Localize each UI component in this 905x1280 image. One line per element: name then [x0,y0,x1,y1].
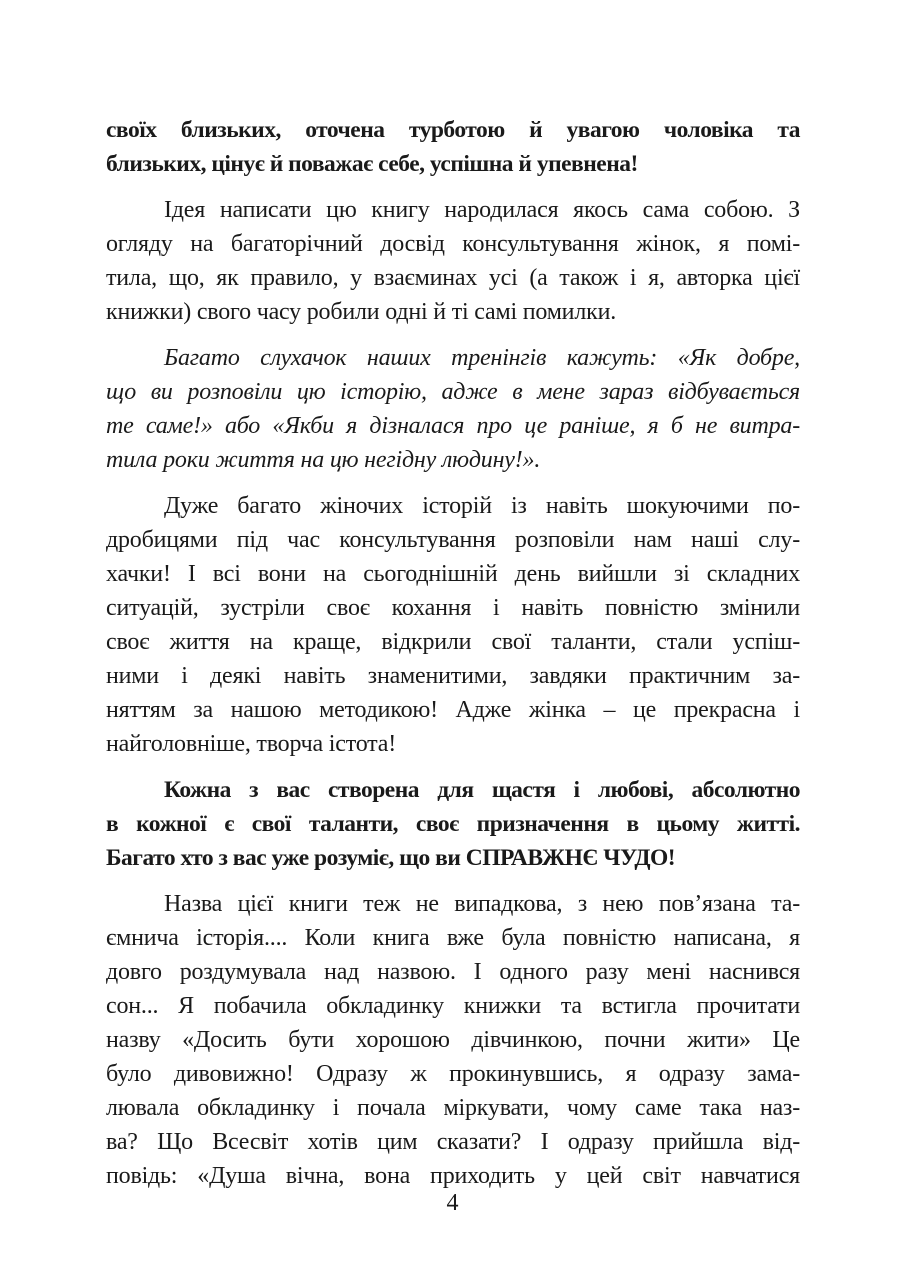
bold-paragraph [106,773,800,875]
page-number: 4 [446,1190,459,1216]
text-line: найголовніше, творча істота! [106,731,397,757]
text-line: Ідея написати цю книгу народилася якось сама собою. З [164,197,800,223]
paragraph [106,489,800,761]
text-line: що ви розповіли цю історію, адже в мене зараз відбувається [106,379,800,405]
text-line: Кожна з вас створена для щастя і любові, абсолютно [164,777,800,803]
text-line: Дуже багато жіночих історій із навіть шокуючими по- [164,493,800,519]
text-line: своїх близьких, оточена турботою й увагою чоловіка та [106,117,800,143]
text-line: близьких, цінує й поважає себе, успішна й упевнена! [106,151,638,177]
text-line: ємнича історія.... Коли книга вже була повністю написана, я [106,925,800,951]
text-line: тила роки життя на цю негідну людину!». [106,447,541,473]
text-line: Багато хто з вас уже розуміє, що ви СПРАВЖНЄ ЧУДО! [106,845,676,871]
text-line: в кожної є свої таланти, своє призначення в цьому житті. [106,811,800,837]
paragraph [106,887,800,1193]
text-line: довго роздумувала над назвою. І одного разу мені наснився [106,959,800,985]
bold-paragraph [106,113,800,181]
text-line: няттям за нашою методикою! Адже жінка – це прекрасна і [106,697,800,723]
text-line: ними і деякі навіть знаменитими, завдяки практичним за- [106,663,800,689]
text-line: дробицями під час консультування розповіли нам наші слу- [106,527,800,553]
text-line: сон... Я побачила обкладинку книжки та встигла прочитати [106,993,800,1019]
text-line: Багато слухачок наших тренінгів кажуть: «Як добре, [164,345,800,371]
text-line: було дивовижно! Одразу ж прокинувшись, я одразу зама- [106,1061,800,1087]
text-line: ва? Що Всесвіт хотів цим сказати? І одразу прийшла від- [106,1129,800,1155]
text-line: своє життя на краще, відкрили свої таланти, стали успіш- [106,629,800,655]
text-line: лювала обкладинку і почала міркувати, чому саме така наз- [106,1095,800,1121]
italic-paragraph [106,341,800,477]
page-body [106,113,800,1205]
text-line: повідь: «Душа вічна, вона приходить у цей світ навчатися [106,1163,800,1189]
text-line: ситуацій, зустріли своє кохання і навіть повністю змінили [106,595,800,621]
text-line: огляду на багаторічний досвід консультування жінок, я помі- [106,231,800,257]
text-line: тила, що, як правило, у взаєминах усі (а також і я, авторка цієї [106,265,800,291]
text-line: хачки! І всі вони на сьогоднішній день вийшли зі складних [106,561,800,587]
text-line: Назва цієї книги теж не випадкова, з нею пов’язана та- [164,891,800,917]
text-line: книжки) свого часу робили одні й ті самі помилки. [106,299,617,325]
paragraph [106,193,800,329]
text-line: те саме!» або «Якби я дізналася про це раніше, я б не витра- [106,413,800,439]
text-line: назву «Досить бути хорошою дівчинкою, почни жити» Це [106,1027,800,1053]
